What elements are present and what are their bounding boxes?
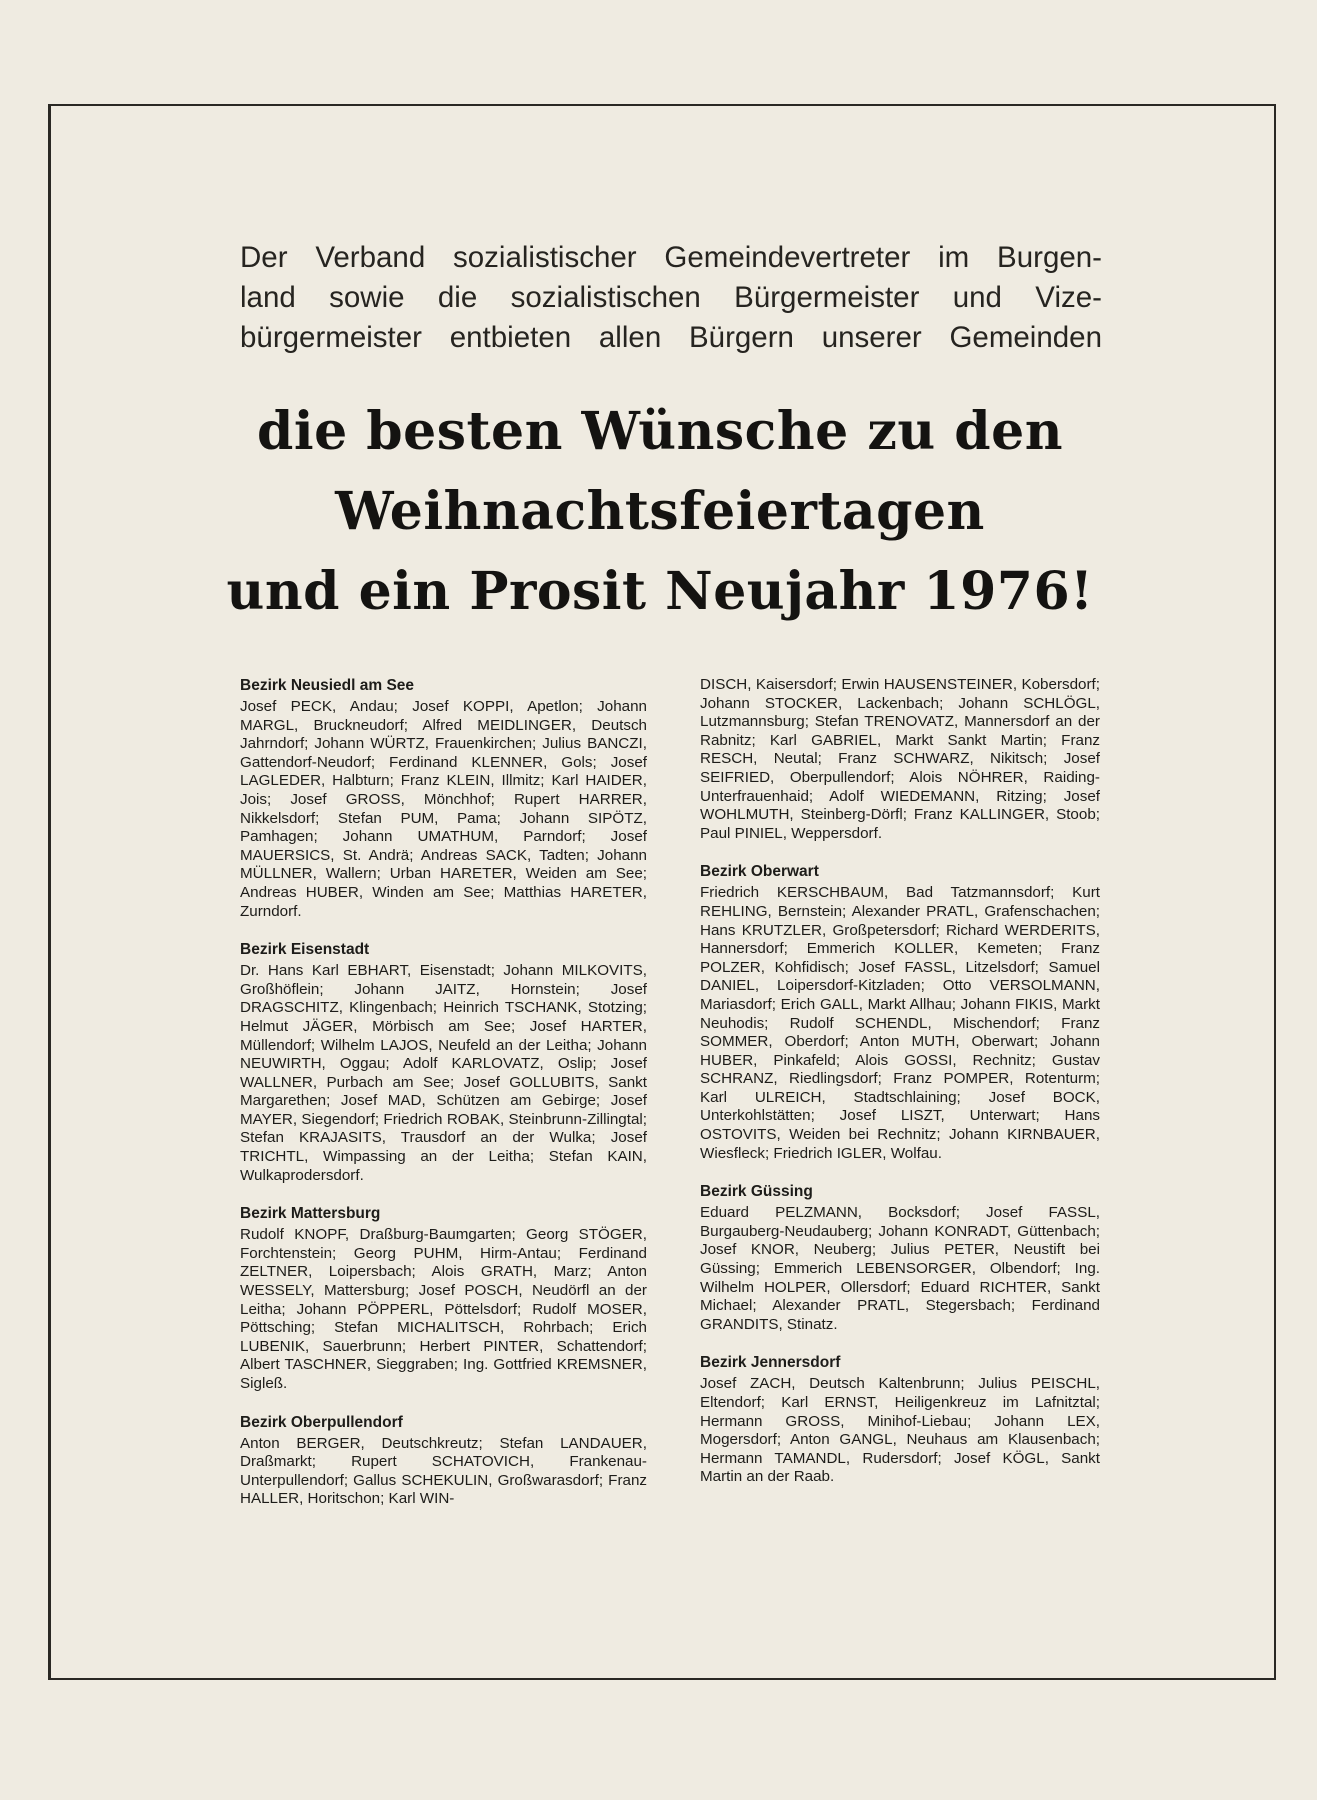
intro-line: Der Verband sozialistischer Gemeindevertreter im Burgen- <box>240 241 1102 274</box>
right-column <box>700 676 1100 1506</box>
district-oberwart <box>700 862 1100 1163</box>
intro-line: land sowie die sozialistischen Bürgermeister und Vize- <box>240 281 1102 314</box>
district-heading: Bezirk Oberpullendorf <box>240 1413 403 1431</box>
district-members: Dr. Hans Karl EBHART, Eisenstadt; Johann MILKOVITS, Großhöflein; Johann JAITZ, Hornstein; Josef DRAGSCHITZ, Klingenbach; Heinrich TSCHANK, Stotzing; Helmut JÄGER, Mörbisch am See; Josef HARTER, Müllendorf; Wilhelm LAJOS, Neufeld an der Leitha; Johann NEUWIRTH, Oggau; Adolf KARLOVATZ, Oslip; Josef WALLNER, Purbach am See; Josef GOLLUBITS, Sankt Margarethen; Josef MAD, Schützen am Gebirge; Josef MAYER, Siegendorf; Friedrich ROBAK, Steinbrunn-Zillingtal; Stefan KRAJASITS, Trausdorf an der Wulka; Josef TRICHTL, Wimpassing an der Leitha; Stefan KAIN, Wulkaprodersdorf. <box>240 962 647 1184</box>
district-jennersdorf <box>700 1353 1100 1487</box>
greeting-headline <box>200 392 1120 632</box>
district-oberpullendorf <box>240 1413 647 1509</box>
district-heading: Bezirk Oberwart <box>700 863 819 881</box>
oberpullendorf-continuation: DISCH, Kaisersdorf; Erwin HAUSENSTEINER, Kobersdorf; Johann STOCKER, Lackenbach; Johann SCHLÖGL, Lutzmannsburg; Stefan TRENOVATZ, Mannersdorf an der Rabnitz; Karl GABRIEL, Markt Sankt Martin; Franz RESCH, Neutal; Franz SCHWARZ, Nikitsch; Josef SEIFRIED, Oberpullendorf; Alois NÖHRER, Raiding-Unterfrauenhaid; Adolf WIEDEMANN, Ritzing; Josef WOHLMUTH, Steinberg-Dörfl; Franz KALLINGER, Stoob; Paul PINIEL, Weppersdorf. <box>700 676 1100 842</box>
district-eisenstadt <box>240 940 647 1185</box>
district-members: Eduard PELZMANN, Bocksdorf; Josef FASSL, Burgauberg-Neudauberg; Johann KONRADT, Güttenbach; Josef KNOR, Neuberg; Julius PETER, Neustift bei Güssing; Emmerich LEBENSORGER, Olbendorf; Ing. Wilhelm HOLPER, Ollersdorf; Eduard RICHTER, Sankt Michael; Alexander PRATL, Stegersbach; Ferdinand GRANDITS, Stinatz. <box>700 1204 1100 1333</box>
district-neusiedl <box>240 676 647 921</box>
district-guessing <box>700 1182 1100 1334</box>
district-members: Friedrich KERSCHBAUM, Bad Tatzmannsdorf; Kurt REHLING, Bernstein; Alexander PRATL, Grafenschachen; Hans KRUTZLER, Großpetersdorf; Richard WERDERITS, Hannersdorf; Emmerich KOLLER, Kemeten; Franz POLZER, Kohfidisch; Josef FASSL, Litzelsdorf; Samuel DANIEL, Loipersdorf-Kitzladen; Otto VERSOLMANN, Mariasdorf; Erich GALL, Markt Allhau; Johann FIKIS, Markt Neuhodis; Rudolf SCHENDL, Mischendorf; Franz SOMMER, Oberdorf; Anton MUTH, Oberwart; Johann HUBER, Pinkafeld; Alois GOSSI, Rechnitz; Gustav SCHRANZ, Riedlingsdorf; Franz POMPER, Rotenturm; Karl ULREICH, Stadtschlaining; Josef BOCK, Unterkohlstätten; Josef LISZT, Unterwart; Hans OSTOVITS, Weiden bei Rechnitz; Johann KIRNBAUER, Wiesfleck; Friedrich IGLER, Wolfau. <box>700 884 1100 1162</box>
district-members: Rudolf KNOPF, Draßburg-Baumgarten; Georg STÖGER, Forchtenstein; Georg PUHM, Hirm-Antau; Ferdinand ZELTNER, Loipersbach; Alois GRATH, Marz; Anton WESSELY, Mattersburg; Josef POSCH, Neudörfl an der Leitha; Johann PÖPPERL, Pöttelsdorf; Rudolf MOSER, Pöttsching; Stefan MICHALITSCH, Rohrbach; Erich LUBENIK, Sauerbrunn; Herbert PINTER, Schattendorf; Albert TASCHNER, Sieggraben; Ing. Gottfried KREMSNER, Sigleß. <box>240 1226 647 1392</box>
intro-line: bürgermeister entbieten allen Bürgern unserer Gemeinden <box>240 321 1102 354</box>
district-mattersburg <box>240 1204 647 1393</box>
headline-line: die besten Wünsche zu den <box>256 401 1064 462</box>
headline-line: Weihnachtsfeiertagen <box>335 481 985 542</box>
district-members: Anton BERGER, Deutschkreutz; Stefan LANDAUER, Draßmarkt; Rupert SCHATOVICH, Frankenau-Unterpullendorf; Gallus SCHEKULIN, Großwarasdorf; Franz HALLER, Horitschon; Karl WIN- <box>240 1434 647 1508</box>
intro-paragraph <box>240 238 1102 358</box>
district-heading: Bezirk Güssing <box>700 1183 813 1201</box>
district-members: Josef ZACH, Deutsch Kaltenbrunn; Julius PEISCHL, Eltendorf; Karl ERNST, Heiligenkreuz im Lafnitztal; Hermann GROSS, Minihof-Liebau; Johann LEX, Mogersdorf; Anton GANGL, Neuhaus am Klausenbach; Hermann TAMANDL, Rudersdorf; Josef KÖGL, Sankt Martin an der Raab. <box>700 1375 1100 1486</box>
district-heading: Bezirk Eisenstadt <box>240 941 370 959</box>
left-column <box>240 676 647 1528</box>
district-heading: Bezirk Mattersburg <box>240 1205 381 1223</box>
district-heading: Bezirk Neusiedl am See <box>240 677 415 694</box>
district-heading: Bezirk Jennersdorf <box>700 1354 841 1372</box>
district-members: Josef PECK, Andau; Josef KOPPI, Apetlon; Johann MARGL, Bruckneudorf; Alfred MEIDLINGER, Deutsch Jahrndorf; Johann WÜRTZ, Frauenkirchen; Julius BANCZI, Gattendorf-Neudorf; Ferdinand KLENNER, Gols; Josef LAGLEDER, Halbturn; Franz KLEIN, Illmitz; Karl HAIDER, Jois; Josef GROSS, Mönchhof; Rupert HARRER, Nikkelsdorf; Stefan PUM, Pama; Johann SIPÖTZ, Pamhagen; Johann UMATHUM, Parndorf; Josef MAUERSICS, St. Andrä; Andreas SACK, Tadten; Johann MÜLLNER, Wallern; Urban HARETER, Weiden am See; Andreas HUBER, Winden am See; Matthias HARETER, Zurndorf. <box>240 698 647 920</box>
headline-line: und ein Prosit Neujahr 1976! <box>226 561 1094 622</box>
